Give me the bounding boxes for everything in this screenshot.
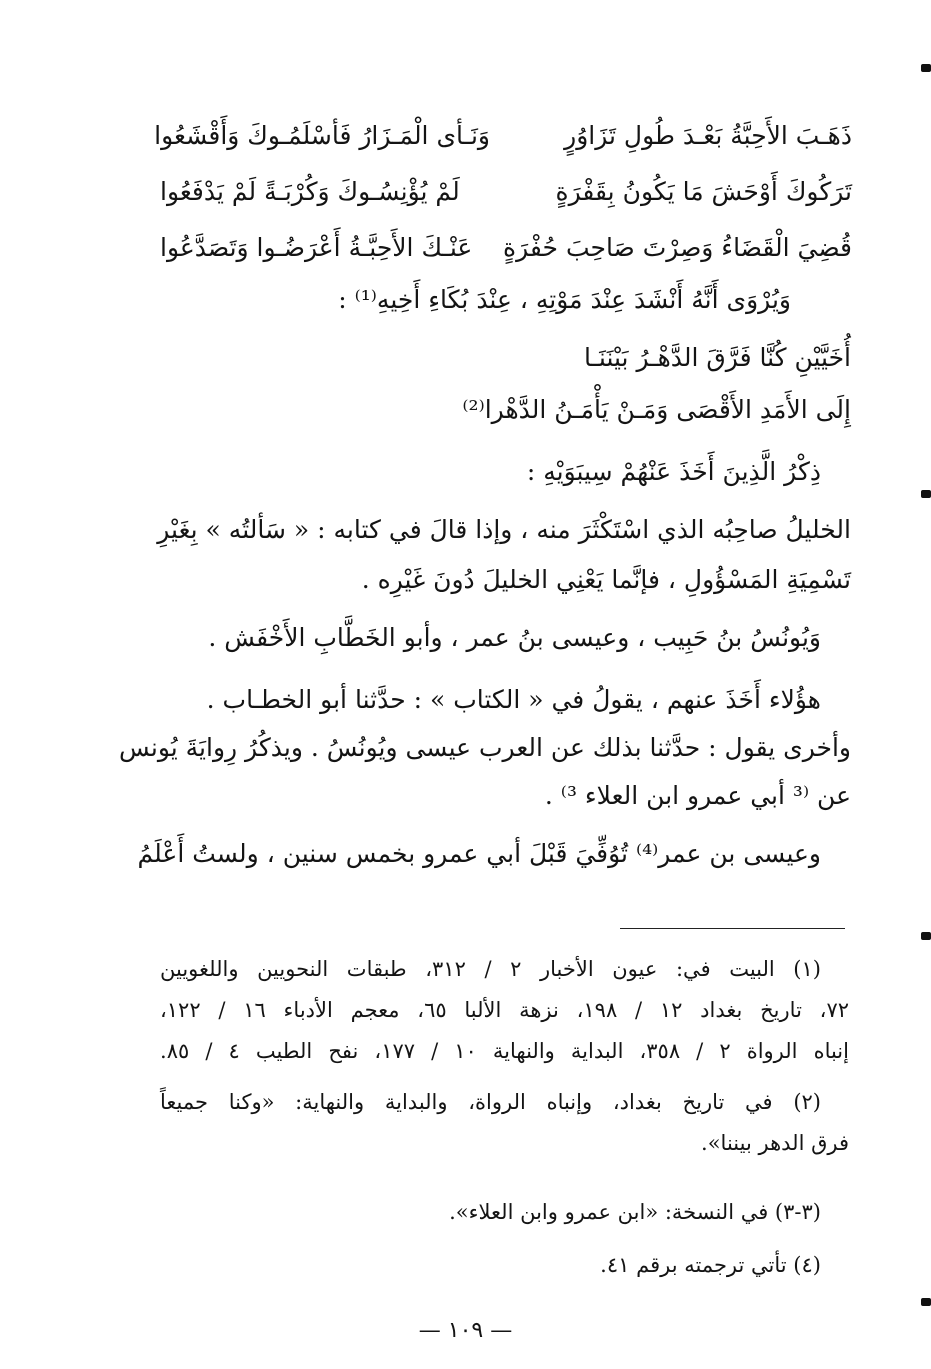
binding-mark (921, 64, 931, 72)
footnote-line: إنباه الرواة ٢ / ٣٥٨، البداية والنهاية ١٠ / ١٧٧، نفح الطيب ٤ / ٨٥. (160, 1039, 849, 1063)
page-number: — ١٠٩ — (418, 1318, 513, 1343)
footnote-separator (620, 928, 845, 929)
footnote-line: (٣-٣) في النسخة: «ابن عمرو وابن العلاء». (449, 1200, 821, 1224)
hemistich-second: وَنَـأى الْمَـزَارُ فَأسْلَمُـوكَ وَأَقْشَعُوا (154, 121, 490, 150)
footnote-line: (٢) في تاريخ بغداد، وإنباه الرواة، والبداية والنهاية: «وكنا جميعاً (160, 1090, 821, 1114)
paragraph-line: وَيُونُسُ بنُ حَبِيب ، وعيسى بنُ عمر ، وأبو الخَطَّابِ الأَخْفَش . (208, 623, 821, 652)
verse-2-hemistich-1: أُخَيَّيْنِ كُنَّا فَرَّقَ الدَّهْـرُ بَيْنَنَـا (583, 343, 851, 372)
verse-line (160, 220, 852, 276)
paragraph-line: الخليلُ صاحِبُه الذي اسْتَكْثَرَ منه ، وإذا قالَ في كتابه : « سَألتُه » بِغَيْرِ (157, 515, 851, 544)
binding-mark (921, 1298, 931, 1306)
footnote-line: (١) البيت في: عيون الأخبار ٢ / ٣١٢، طبقات النحويين واللغويين (160, 957, 821, 981)
paragraph-line: وعيسى بن عمر⁽⁴⁾ تُوُفِّيَ قَبْلَ أبي عمرو بخمس سنين ، ولستُ أَعْلَمُ (137, 839, 821, 868)
footnote-line: (٤) تأتي ترجمته برقم ٤١. (600, 1253, 821, 1277)
hemistich-second: عَنْـكَ الأَحِبَّـةُ أَعْرَضُـوا وَتَصَدَّعُوا (160, 233, 473, 262)
binding-mark (921, 932, 931, 940)
footnote-line: ٧٢، تاريخ بغداد ١٢ / ١٩٨، نزهة الألبا ٦٥، معجم الأدباء ١٦ / ١٢٢، (160, 998, 850, 1022)
paragraph-line: هؤُلاء أَخَذَ عنهم ، يقولُ في « الكتاب » : حدَّثنا أبو الخطـاب . (206, 685, 821, 714)
binding-mark (921, 490, 931, 498)
verse-intro: وَيُرْوَى أَنَّهُ أَنْشَدَ عِنْدَ مَوْتِهِ ، عِنْدَ بُكَاءِ أَخِيهِ⁽¹⁾ : (338, 285, 791, 314)
section-heading: ذِكْرُ الَّذِينَ أَخَذَ عَنْهُمْ سِيبَوَيْهِ : (526, 457, 821, 486)
verse-block-1 (154, 108, 852, 276)
hemistich-first: قُضِيَ الْقَضَاءُ وَصِرْتَ صَاحِبَ حُفْرَةٍ (503, 233, 852, 262)
paragraph-line: وأخرى يقول : حدَّثنا بذلك عن العرب عيسى ويُونُسُ . ويذكُرُ رِوايَةَ يُونس (119, 733, 851, 762)
hemistich-first: تَرَكُوكَ أَوْحَشَ مَا يَكُونُ بِقَفْرَةٍ (555, 177, 852, 206)
verse-2-hemistich-2: إِلَى الأَمَدِ الأَقْصَى وَمَـنْ يَأْمَـنُ الدَّهْرا⁽²⁾ (462, 395, 851, 424)
hemistich-second: لَمْ يُؤْنِسُـوكَ وَكُرْبَـةً لَمْ يَدْفَعُوا (160, 177, 460, 206)
footnote-line: فرق الدهر بيننا». (701, 1131, 849, 1155)
paragraph-line: عن ⁽³ أبي عمرو ابن العلاء ³⁾ . (544, 781, 851, 810)
paragraph-line: تَسْمِيَةِ المَسْؤُولِ ، فإنَّما يَعْنِي الخليلَ دُونَ غَيْرِه . (361, 565, 851, 594)
verse-line (160, 164, 852, 220)
verse-line (154, 108, 852, 164)
hemistich-first: ذَهَـبَ الأَحِبَّةُ بَعْـدَ طُولِ تَزَاوُرٍ (564, 121, 852, 150)
